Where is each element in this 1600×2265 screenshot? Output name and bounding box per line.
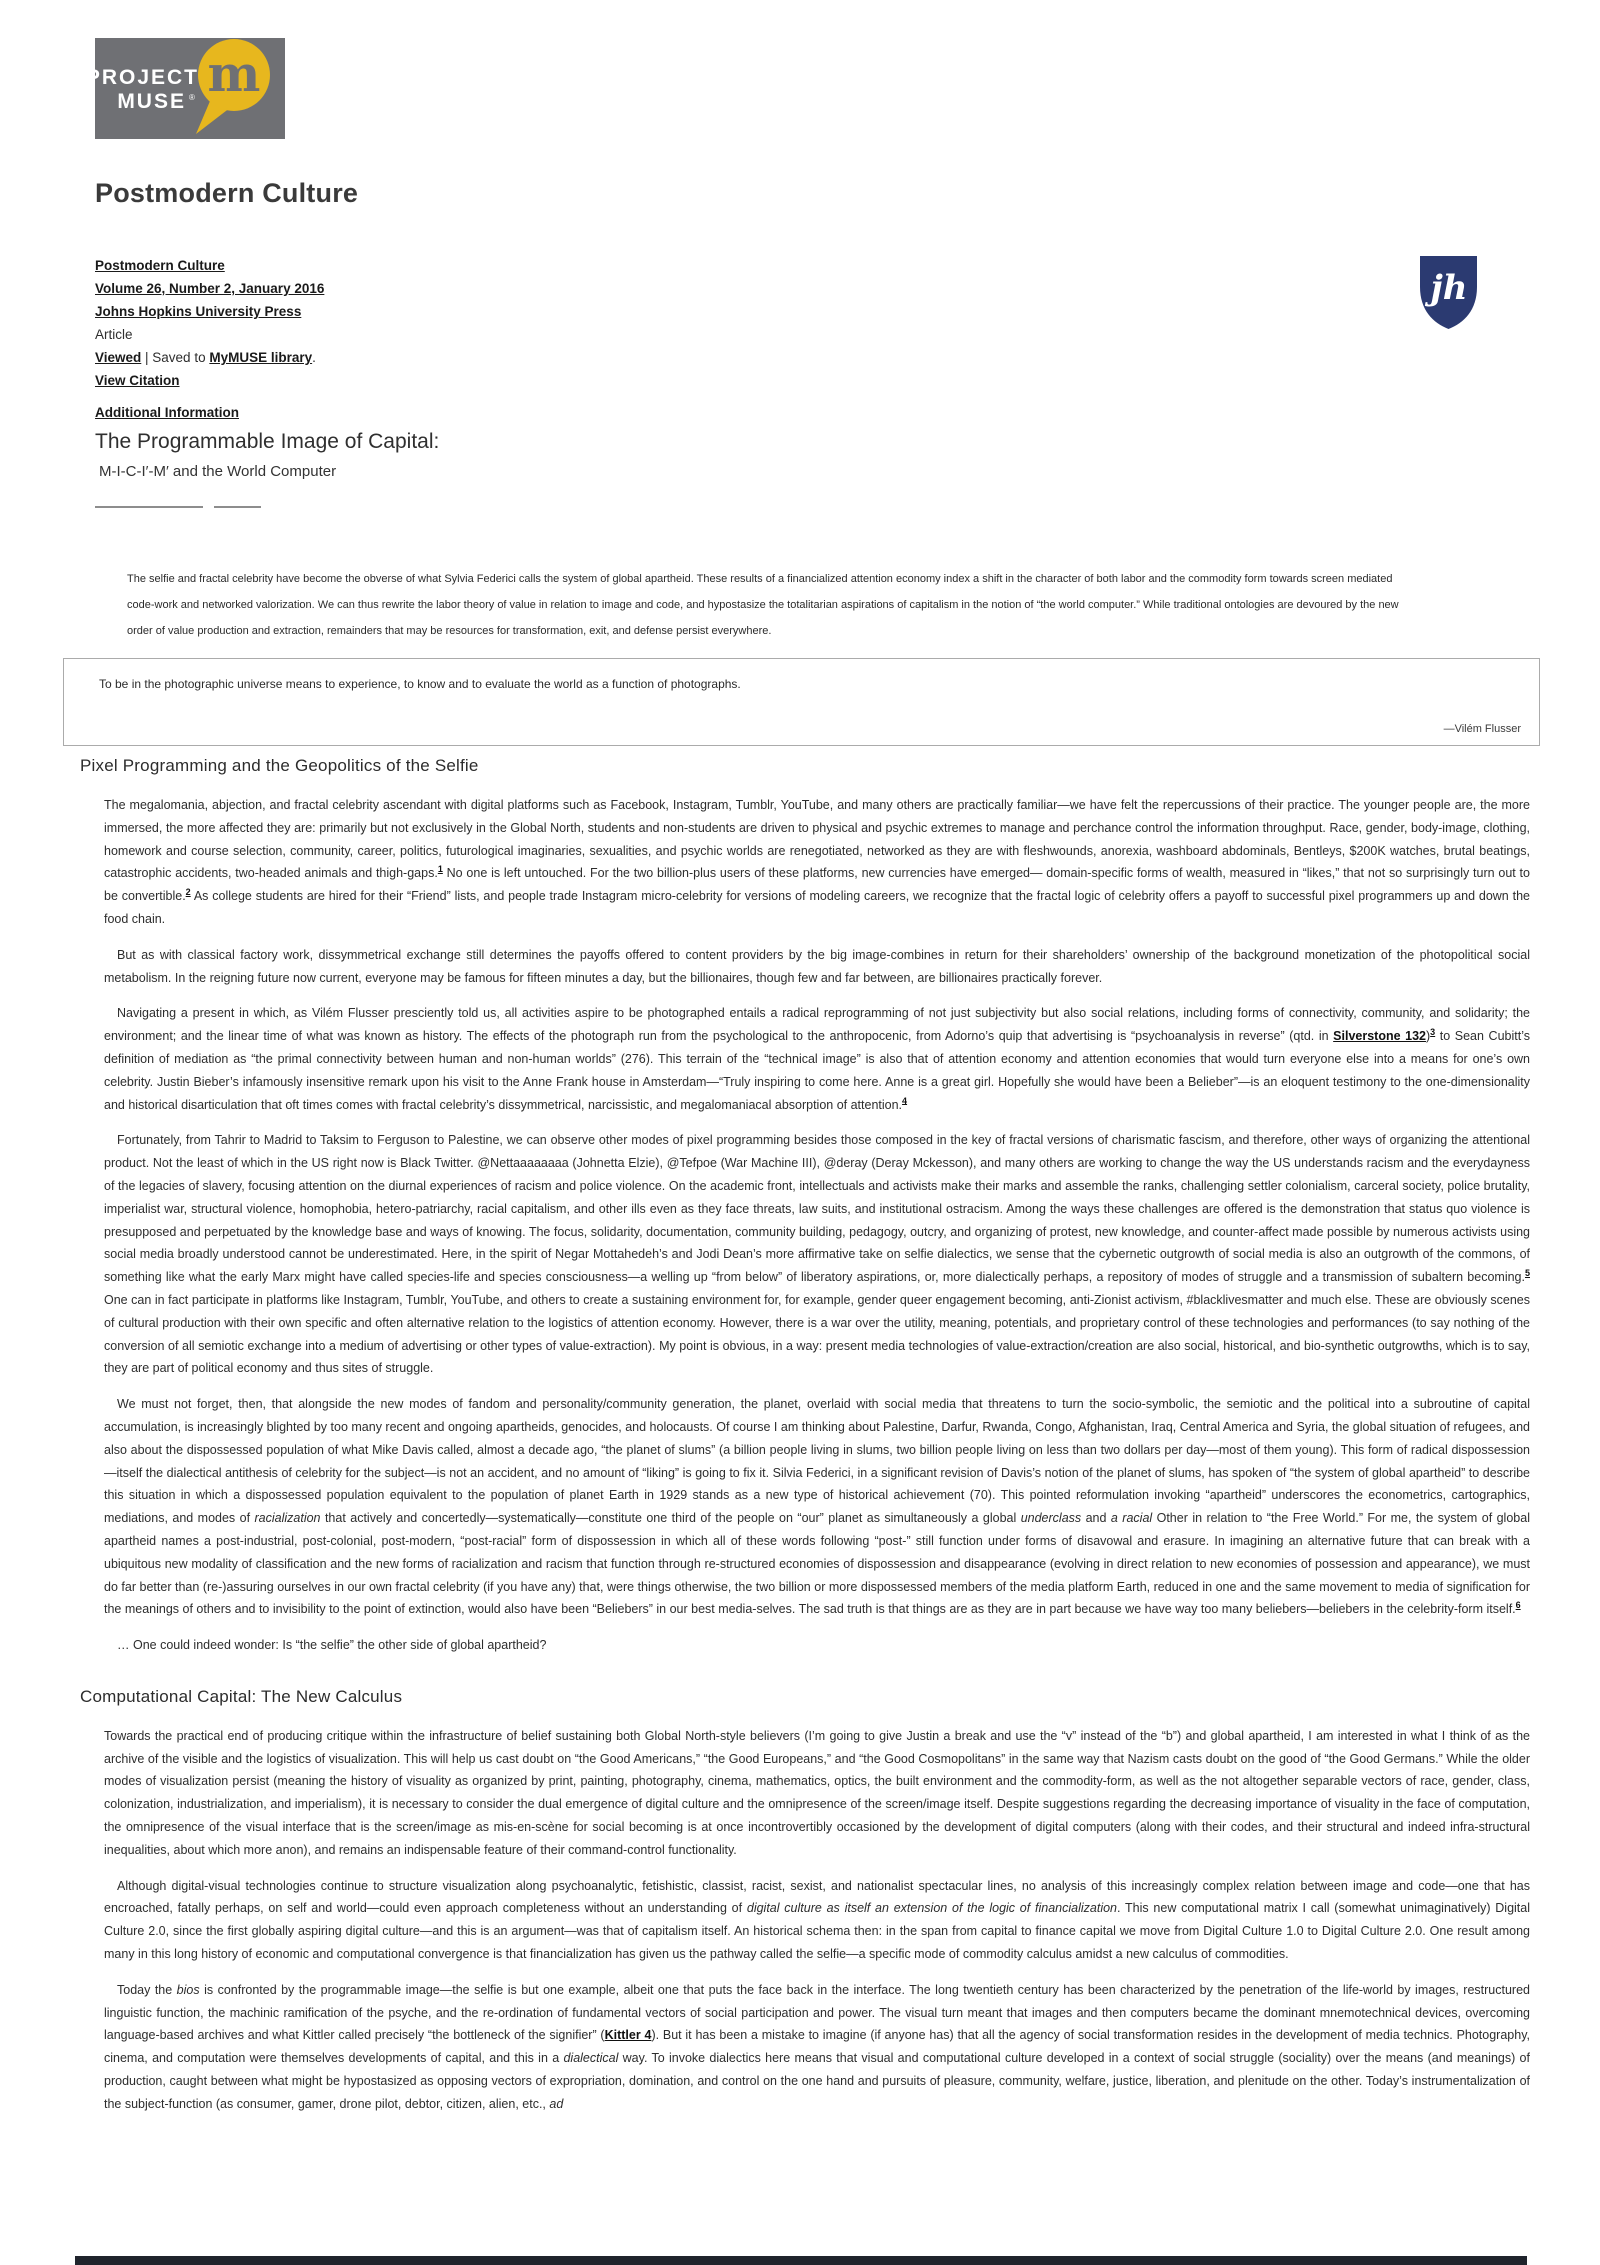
paragraph-text: As college students are hired for their “Friend” lists, and people trade Instagram micro-celebrity for versions of modeling careers, we recognize that the fractal logic of celebrity offers a payoff to successful pixel programmers up and down the food chain. bbox=[104, 889, 1530, 926]
epigraph-attribution: —Vilém Flusser bbox=[1443, 723, 1521, 735]
paragraph-text: ). But it has been a mistake to imagine (if anyone has) that all the agency of social transformation resides in the development of media technics. Photography, cinema, and computation were themselves developments of capital, and this in a bbox=[104, 2028, 1531, 2066]
author-link-placeholder[interactable] bbox=[95, 506, 203, 508]
project-muse-logo-graphic bbox=[95, 38, 285, 139]
body-paragraph bbox=[104, 944, 1530, 990]
article-meta bbox=[95, 254, 324, 424]
article-subtitle: M-I-C-I′-M′ and the World Computer bbox=[99, 463, 337, 480]
epigraph-quote: To be in the photographic universe means to experience, to know and to evaluate the world as a function of photographs. bbox=[99, 677, 741, 691]
article-body bbox=[80, 756, 1530, 2129]
paragraph-text: way. To invoke dialectics here means that visual and computational culture developed in a context of social struggle (sociality) over the means (and meanings) of production, caught between what might be hypostasized as opposing vectors of expropriation, domination, and control on the one hand and pursuits of pleasure, community, welfare, justice, liberation, and plenitude on the other. Today’s instrumentalization of the subject-function (as consumer, gamer, drone pilot, debtor, citizen, alien, etc., bbox=[104, 2051, 1530, 2111]
citation-link[interactable]: Kittler 4 bbox=[604, 2028, 652, 2043]
footnote-link[interactable]: 5 bbox=[1524, 1267, 1530, 1278]
paragraph-text: is confronted by the programmable image—the selfie is but one example, albeit one that puts the face back in the interface. The long twentieth century has been characterized by the penetration of the life-world by images, restructured linguistic function, the machinic ramification of the psyche, and the re-ordination of fundamental vectors of social participation and power. The visual turn meant that images and then computers became the dominant mnemotechnical devices, overcoming language-based archives and what Kittler called precisely “the bottleneck of the signifier” ( bbox=[104, 1982, 1530, 2043]
publisher-link[interactable]: Johns Hopkins University Press bbox=[95, 304, 302, 319]
jh-shield-icon bbox=[1417, 254, 1480, 331]
section-heading: Pixel Programming and the Geopolitics of the Selfie bbox=[80, 756, 479, 775]
svg-text:PROJECT: PROJECT bbox=[95, 66, 199, 89]
paragraph-text: to Sean Cubitt’s definition of mediation as “the primal connectivity between human and non-human worlds” (276). This terrain of the “technical image” is also that of attention economy and attention economies that would turn everyone else into a means for one’s own celebrity. Justin Bieber’s infamously insensitive remark upon his visit to the Anne Frank house in Amsterdam—“Truly inspiring to come here. Anne is a great girl. Hopefully she would have been a Belieber”—is an eloquent testimony to the one-dimensionality and historical disarticulation that oft times comes with fractal celebrity’s dissymmetrical, narcissistic, and megalomaniacal absorption of attention. bbox=[104, 1029, 1530, 1112]
body-paragraph bbox=[104, 1634, 1530, 1657]
body-paragraph bbox=[104, 1875, 1530, 1966]
emphasis-text: racialization bbox=[254, 1511, 321, 1526]
body-paragraph bbox=[104, 1002, 1530, 1116]
footnote-link[interactable]: 1 bbox=[437, 864, 443, 875]
body-paragraph bbox=[104, 794, 1530, 931]
emphasis-text: ad bbox=[549, 2096, 564, 2111]
mymuse-library-link[interactable]: MyMUSE library bbox=[209, 350, 313, 365]
johns-hopkins-logo[interactable] bbox=[1417, 254, 1480, 331]
paragraph-text: Today the bbox=[117, 1982, 177, 1997]
paragraph-text: that actively and concertedly—systematically—constitute one third of the people on “our” planet as simultaneously a global bbox=[320, 1511, 1021, 1526]
author-link-placeholder-short[interactable] bbox=[214, 506, 261, 508]
content-type-label: Article bbox=[95, 327, 133, 342]
emphasis-text: underclass bbox=[1020, 1511, 1082, 1526]
svg-text:®: ® bbox=[189, 93, 195, 102]
body-paragraph bbox=[104, 1979, 1530, 2116]
svg-text:MUSE: MUSE bbox=[117, 90, 186, 113]
paragraph-text: Fortunately, from Tahrir to Madrid to Taksim to Ferguson to Palestine, we can observe other modes of pixel programming besides those composed in the key of fractal versions of charismatic fascism, and therefore, other ways of organizing the attentional product. Not the least of which in the US right now is Black Twitter. @Nettaaaaaaaa (Johnetta Elzie), @Tefpoe (War Machine III), @deray (Deray Mckesson), and many others are working to change the way the US understands racism and the everydayness of the legacies of slavery, focusing attention on the diurnal experiences of racism and police violence. On the academic front, intellectuals and activists make their marks and assemble the ranks, challenging settler colonialism, carceral society, police brutality, imperialist war, structural violence, homophobia, hetero-patriarchy, racial capitalism, and other ills even as they face threats, law suits, and institutional ostracism. Among the ways these challenges are offered is the demonstration that status quo violence is presupposed and perpetuated by the knowledge base and ways of knowing. The focus, solidarity, documentation, community building, pedagogy, outcry, and organizing of protest, new knowledge, and counter-affect made possible by numerous activists using social media broadly understood cannot be underestimated. Here, in the spirit of Negar Mottahedeh’s and Jodi Dean’s more affirmative take on selfie dialectics, we sense that the cybernetic outgrowth of social media is also an outgrowth of the commons, of something like what the early Marx might have called species-life and species consciousness—a welling up “from below” of liberatory aspirations, or, more dialectically perhaps, a repository of modes of struggle and a transmission of subaltern becoming. bbox=[104, 1133, 1530, 1285]
paragraph-text: . This new computational matrix I call (somewhat unimaginatively) Digital Culture 2.0, since the first globally aspiring digital culture—and this is an argument—was that of capitalism itself. An historical schema then: in the span from capital to finance capital we move from Digital Culture 1.0 to Digital Culture 2.0. One result among many in this long history of economic and computational convergence is that financialization has given us the pathway called the selfie—a specific mode of commodity calculus amidst a new calculus of commodities. bbox=[104, 1901, 1531, 1962]
article-title: The Programmable Image of Capital: bbox=[95, 430, 440, 453]
viewed-link[interactable]: Viewed bbox=[95, 350, 142, 365]
paragraph-text: Towards the practical end of producing critique within the infrastructure of belief sustaining both Global North-style believers (I’m going to give Justin a break and use the “v” instead of the “b”) and global apartheid, I am interested in what I think of as the archive of the visible and the logistics of visualization. This will help us cast doubt on “the Good Americans,” “the Good Europeans,” and “the Good Cosmopolitans” in the same way that Nazism casts doubt on the good of “the Good Germans.” While the older modes of visualization persist (meaning the history of visuality as organized by print, painting, photography, cinema, mathematics, optics, the built environment and the commodity-form, as well as the not altogether separable vectors of race, gender, class, colonization, industrialization, and imperialism), it is necessary to consider the dual emergence of digital culture and the omnipresence of the screen/image itself. Despite suggestions regarding the decreasing importance of visuality in the face of computation, the omnipresence of the visual interface that is the screen/image as mis-en-scène for social becoming is at once incontrovertibly occasioned by the development of digital computers (along with their codes, and their structural and indeed infra-structural inequalities, about which more anon), and remains an indispensable feature of their command-control functionality. bbox=[104, 1728, 1530, 1857]
emphasis-text: dialectical bbox=[563, 2051, 619, 2066]
citation-link[interactable]: Silverstone 132 bbox=[1333, 1029, 1426, 1044]
page-title: Postmodern Culture bbox=[95, 178, 359, 208]
body-paragraph bbox=[104, 1725, 1530, 1862]
paragraph-text: Although digital-visual technologies continue to structure visualization along psychoanalytic, fetishistic, classist, racist, sexist, and nationalist spectacular lines, no analysis of this increasingly complex relation between image and code—one that has encroached, fatally perhaps, on self and world—could even approach completeness without an understanding of bbox=[104, 1878, 1530, 1916]
additional-information-link[interactable]: Additional Information bbox=[95, 405, 239, 420]
paragraph-text: Other in relation to “the Free World.” For me, the system of global apartheid names a post-industrial, post-colonial, post-modern, “post-racial” form of dispossession in which all of these words following “post-” still function under forms of disavowal and erasure. In imagining an alternative future that can break with a ubiquitous new modality of classification and the new forms of racialization and racism that function through re-structured economies of dispossession and disappearance (evolving in direct relation to new economies of possession and appearance), we must do far better than (re-)assuring ourselves in our own fractal celebrity (if you have any) that, were things otherwise, the two billion or more dispossessed members of the media platform Earth, reduced in one and the same movement to media of signification for the meanings of others and to invisibility to the point of extinction, would also have been “Beliebers” in our best media-selves. The sad truth is that things are as they are in part because we have way too many beliebers—beliebers in the celebrity-form itself. bbox=[104, 1511, 1530, 1617]
paragraph-text: No one is left untouched. For the two billion-plus users of these platforms, new currencies have emerged— domain-specific forms of wealth, measured in “likes,” that not so surprisingly turn out to be convertible. bbox=[104, 866, 1530, 904]
footnote-link[interactable]: 6 bbox=[1515, 1600, 1521, 1611]
issue-link[interactable]: Volume 26, Number 2, January 2016 bbox=[95, 281, 325, 296]
paragraph-text: … One could indeed wonder: Is “the selfie” the other side of global apartheid? bbox=[117, 1638, 547, 1653]
section-heading: Computational Capital: The New Calculus bbox=[80, 1686, 403, 1706]
emphasis-text: bios bbox=[176, 1982, 200, 1997]
journal-link[interactable]: Postmodern Culture bbox=[95, 258, 225, 273]
body-paragraph bbox=[104, 1129, 1530, 1380]
paragraph-text: One can in fact participate in platforms like Instagram, Tumblr, YouTube, and others to create a sustaining environment for, for example, gender queer engagement becoming, anti-Zionist activism, #blacklivesmatter and much else. These are obviously scenes of cultural production with their own specific and often alternative relation to the logistics of attention economy. However, there is a war over the utility, meaning, potentials, and proprietary control of these technologies and performances (to say nothing of the conversion of all semiotic exchange into a medium of advertising or other types of value-extraction). My point is obvious, in a way: present media technologies of value-extraction/creation are also social, historical, and bio-synthetic outgrowths, which is to say, they are part of political economy and thus sites of struggle. bbox=[104, 1292, 1530, 1376]
article-abstract: The selfie and fractal celebrity have become the obverse of what Sylvia Federici calls the system of global apartheid. These results of a financialized attention economy index a shift in the character of both labor and the commodity form towards screen mediated code-work and networked valorization. We can thus rewrite the labor theory of value in relation to image and code, and hypostasize the totalitarian aspirations of capitalism in the notion of “the world computer.” While traditional ontologies are devoured by the new order of value production and extraction, remainders that may be resources for transformation, exit, and defense persist everywhere. bbox=[127, 573, 1399, 637]
view-citation-link[interactable]: View Citation bbox=[95, 373, 180, 388]
bottom-cutoff-bar bbox=[75, 2256, 1527, 2265]
project-muse-logo[interactable] bbox=[95, 38, 285, 139]
saved-to-text: | Saved to bbox=[141, 350, 210, 365]
footnote-link[interactable]: 4 bbox=[902, 1095, 908, 1106]
emphasis-text: a racial bbox=[1110, 1511, 1153, 1526]
footnote-link[interactable]: 2 bbox=[185, 887, 191, 898]
epigraph-box bbox=[63, 658, 1540, 746]
paragraph-text: The megalomania, abjection, and fractal celebrity ascendant with digital platforms such as Facebook, Instagram, Tumblr, YouTube, and many others are practically familiar—we have felt the repercussions of their practice. The younger people are, the more immersed, the more affected they are: primarily but not exclusively in the Global North, students and non-students are driven to physical and psychic extremes to manage and perchance control the information throughput. Race, gender, body-image, clothing, homework and course selection, community, career, politics, futurological imaginaries, sexualities, and psychic worlds are renegotiated, networked as they are with fleshwounds, anorexia, washboard abdominals, Bentleys, $200K watches, brutal beatings, catastrophic accidents, two-headed animals and thigh-gaps. bbox=[104, 798, 1530, 881]
svg-text:jh: jh bbox=[1430, 268, 1468, 308]
paragraph-text: and bbox=[1081, 1511, 1111, 1526]
emphasis-text: digital culture as itself an extension of the logic of financialization bbox=[746, 1901, 1118, 1916]
paragraph-text: We must not forget, then, that alongside the new modes of fandom and personality/community generation, the planet, overlaid with social media that threatens to turn the socio-symbolic, the semiotic and the political into a subroutine of capital accumulation, is increasingly blighted by too many recent and ongoing apartheids, genocides, and holocausts. Of course I am thinking about Palestine, Darfur, Rwanda, Congo, Afghanistan, Iraq, Central America and Syria, the global situation of refugees, and also about the dispossessed population of what Mike Davis called, almost a decade ago, “the planet of slums” (a billion people living in slums, two billion people living on less than two dollars per day—most of them young). This form of radical dispossession—itself the dialectical antithesis of celebrity for the subject—is not an accident, and no amount of “liking” is going to fix it. Silvia Federici, in a significant revision of Davis’s notion of the planet of slums, has spoken of “the system of global apartheid” to describe this situation in which a dispossessed population equivalent to the population of planet Earth in 1929 stands as a new type of historical achievement (70). This pointed reformulation invoking “apartheid” underscores the econometrics, cartographics, mediations, and modes of bbox=[104, 1397, 1530, 1526]
footnote-link[interactable]: 3 bbox=[1430, 1027, 1436, 1038]
paragraph-text: Navigating a present in which, as Vilém Flusser presciently told us, all activities aspire to be photographed entails a radical reprogramming of not just subjectivity but also social relations, including forms of connectivity, community, and solidarity; the environment; and the linear time of what was known as history. The effects of the photograph run from the psychological to the anthropocenic, from Adorno’s quip that advertising is “psychoanalysis in reverse” (qtd. in bbox=[104, 1006, 1530, 1044]
svg-text:m: m bbox=[207, 44, 261, 103]
body-paragraph bbox=[104, 1393, 1530, 1621]
saved-period: . bbox=[312, 350, 316, 365]
paragraph-text: But as with classical factory work, dissymmetrical exchange still determines the payoffs offered to content providers by the big image-combines in return for their shareholders’ ownership of the background monetization of the photopolitical social metabolism. In the reigning future now current, everyone may be famous for fifteen minutes a day, but the billionaires, though few and far between, are billionaires practically forever. bbox=[104, 947, 1530, 985]
paragraph-text: ) bbox=[1425, 1029, 1431, 1044]
